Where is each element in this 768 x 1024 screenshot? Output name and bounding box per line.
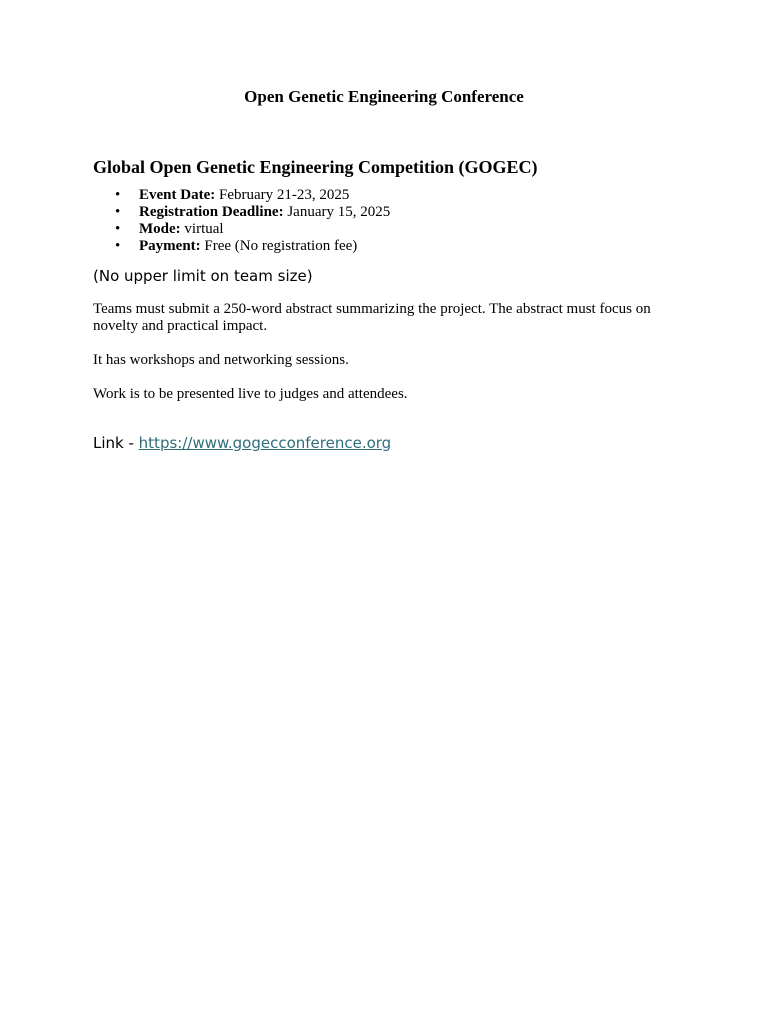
detail-value: January 15, 2025 bbox=[287, 204, 391, 220]
workshops-paragraph: It has workshops and networking sessions. bbox=[93, 352, 349, 368]
detail-value: virtual bbox=[184, 221, 224, 237]
bullet-icon: • bbox=[115, 204, 121, 220]
detail-event-date bbox=[93, 187, 683, 204]
presentation-paragraph: Work is to be presented live to judges and attendees. bbox=[93, 386, 408, 402]
detail-value: Free (No registration fee) bbox=[204, 238, 358, 254]
document-body bbox=[93, 155, 683, 452]
link-line bbox=[93, 434, 683, 452]
detail-key: Payment: bbox=[139, 238, 201, 254]
bullet-icon: • bbox=[115, 221, 121, 237]
conference-link[interactable]: https://www.gogecconference.org bbox=[138, 434, 392, 452]
link-label: Link - bbox=[93, 434, 139, 452]
bullet-icon: • bbox=[115, 238, 121, 254]
abstract-paragraph: Teams must submit a 250-word abstract summarizing the project. The abstract must focus on novelty and practical impact. bbox=[93, 301, 651, 334]
section-heading: Global Open Genetic Engineering Competition (GOGEC) bbox=[93, 157, 538, 177]
document-title: Open Genetic Engineering Conference bbox=[244, 87, 524, 106]
detail-mode bbox=[93, 221, 683, 238]
detail-key: Event Date: bbox=[139, 187, 216, 203]
detail-key: Mode: bbox=[139, 221, 181, 237]
detail-value: February 21-23, 2025 bbox=[218, 187, 350, 203]
bullet-icon: • bbox=[115, 187, 121, 203]
detail-key: Registration Deadline: bbox=[139, 204, 284, 220]
detail-payment bbox=[93, 238, 683, 255]
team-size-note: (No upper limit on team size) bbox=[93, 267, 313, 285]
detail-registration-deadline bbox=[93, 204, 683, 221]
event-details-list bbox=[93, 187, 683, 255]
